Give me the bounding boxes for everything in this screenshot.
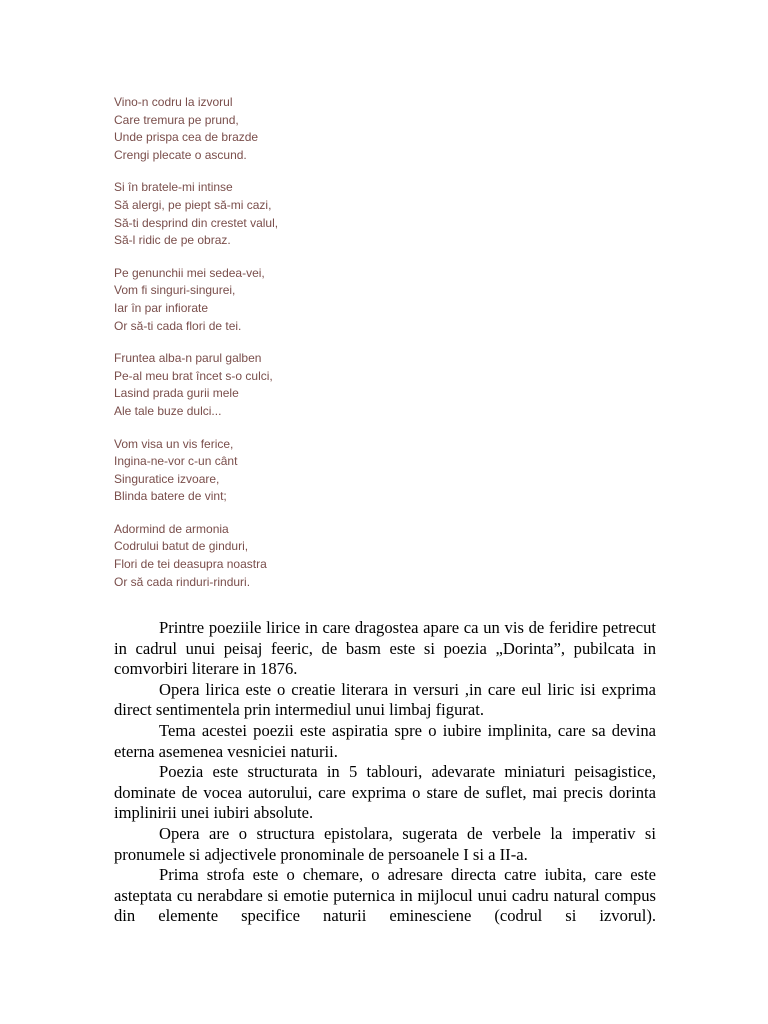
poem-verse: Unde prispa cea de brazde bbox=[114, 130, 259, 145]
poem-verse: Lasind prada gurii mele bbox=[114, 386, 239, 401]
poem-verse: Care tremura pe prund, bbox=[114, 112, 239, 127]
poem-verse: Or să cada rinduri-rinduri. bbox=[114, 574, 251, 589]
poem-verse: Fruntea alba-n parul galben bbox=[114, 351, 262, 366]
poem-stanza bbox=[114, 436, 514, 506]
poem-verse: Flori de tei deasupra noastra bbox=[114, 557, 267, 572]
poem-verse: Vom visa un vis ferice, bbox=[114, 436, 234, 451]
poem-verse: Vom fi singuri-singurei, bbox=[114, 283, 236, 298]
poem bbox=[114, 94, 514, 606]
essay-body bbox=[114, 618, 656, 927]
poem-stanza bbox=[114, 94, 514, 164]
poem-verse: Iar în par infiorate bbox=[114, 300, 209, 315]
poem-verse: Să alergi, pe piept să-mi cazi, bbox=[114, 197, 272, 212]
poem-verse: Adormind de armonia bbox=[114, 521, 229, 536]
poem-verse: Ale tale buze dulci... bbox=[114, 403, 222, 418]
poem-verse: Vino-n codru la izvorul bbox=[114, 95, 233, 109]
essay-paragraph: Poezia este structurata in 5 tablouri, adevarate miniaturi peisagistice, dominate de vocea autorului, care exprima o stare de suflet, mai precis dorinta implinirii unei iubiri absolute. bbox=[114, 762, 656, 823]
poem-verse: Pe-al meu brat încet s-o culci, bbox=[114, 368, 273, 383]
poem-verse: Crengi plecate o ascund. bbox=[114, 147, 247, 162]
essay-paragraph: Printre poeziile lirice in care dragostea apare ca un vis de feridire petrecut in cadrul unui peisaj feeric, de basm este si poezia „Dorinta”, pubilcata in comvorbiri literare in 1876. bbox=[114, 618, 656, 679]
poem-verse: Si în bratele-mi intinse bbox=[114, 180, 233, 195]
poem-verse: Codrului batut de ginduri, bbox=[114, 539, 249, 554]
essay-paragraph: Tema acestei poezii este aspiratia spre o iubire implinita, care sa devina eterna asemenea vesniciei naturii. bbox=[114, 720, 656, 761]
poem-stanza bbox=[114, 265, 514, 335]
poem-verse: Să-l ridic de pe obraz. bbox=[114, 233, 231, 248]
essay-paragraph: Opera are o structura epistolara, sugerata de verbele la imperativ si pronumele si adjectivele pronominale de persoanele I si a II-a. bbox=[114, 823, 656, 864]
poem-stanza bbox=[114, 179, 514, 249]
poem-verse: Pe genunchii mei sedea-vei, bbox=[114, 265, 265, 280]
essay-paragraph: Prima strofa este o chemare, o adresare directa catre iubita, care este asteptata cu nerabdare si emotie puternica in mijlocul unui cadru natural compus din elemente specifice naturii eminesciene (codrul si izvorul). bbox=[114, 865, 656, 926]
poem-verse: Singuratice izvoare, bbox=[114, 471, 220, 486]
essay-paragraph: Opera lirica este o creatie literara in versuri ,in care eul liric isi exprima direct sentimentela prin intermediul unui limbaj figurat. bbox=[114, 679, 656, 720]
poem-verse: Să-ti desprind din crestet valul, bbox=[114, 215, 279, 230]
poem-verse: Blinda batere de vint; bbox=[114, 489, 227, 504]
poem-verse: Ingina-ne-vor c-un cânt bbox=[114, 454, 238, 469]
poem-verse: Or să-ti cada flori de tei. bbox=[114, 318, 242, 333]
poem-stanza bbox=[114, 350, 514, 420]
poem-stanza bbox=[114, 521, 514, 591]
